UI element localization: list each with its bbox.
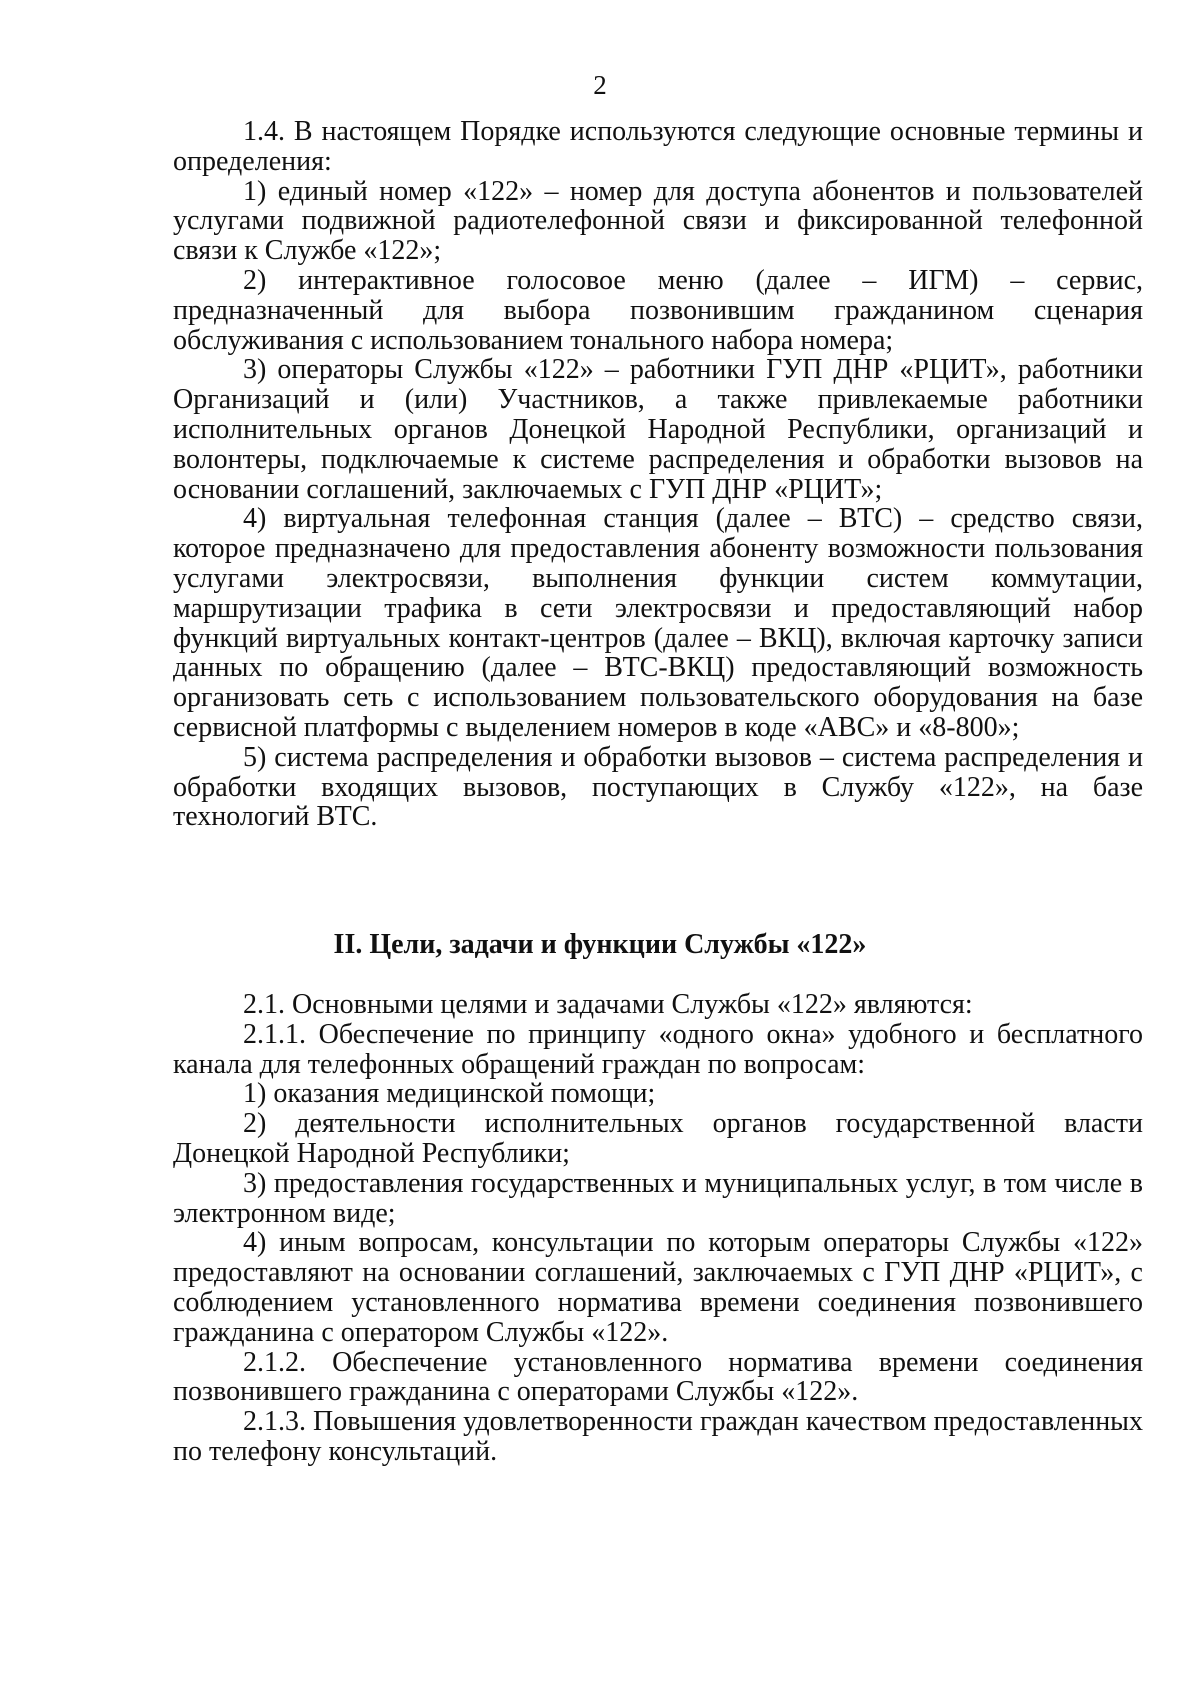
paragraph-2-1-2: 2.1.2. Обеспечение установленного норматива времени соединения позвонившего гражданина с операторами Службы «122».: [173, 1346, 1143, 1408]
paragraph-2-1: 2.1. Основными целями и задачами Службы «122» являются:: [243, 989, 973, 1020]
list-item-medical: 1) оказания медицинской помощи;: [243, 1078, 656, 1110]
term-5-call-system: 5) система распределения и обработки вызовов – система распределения и обработки входящих вызовов, поступающих в Службу «122», на базе технологий ВТС.: [173, 741, 1143, 833]
list-item-government: 2) деятельности исполнительных органов государственной власти Донецкой Народной Республики;: [173, 1108, 1143, 1169]
section-heading: II. Цели, задачи и функции Службы «122»: [333, 929, 867, 960]
list-item-other: 4) иным вопросам, консультации по которым операторы Службы «122» предоставляют на основании соглашений, заключаемых с ГУП ДНР «РЦИТ», с соблюдением установленного норматива времени соединения позвонившего гражданина с оператором Службы «122».: [173, 1227, 1143, 1348]
goals-section: [173, 990, 1143, 1467]
terms-section: [173, 117, 1143, 832]
term-3-operators: 3) операторы Службы «122» – работники ГУП ДНР «РЦИТ», работники Организаций и (или) Участников, а также привлекаемые работники исполнительных органов Донецкой Народной Республики, организаций и волонтеры, подключаемые к системе распределения и обработки вызовов на основании соглашений, заключаемых с ГУП ДНР «РЦИТ»;: [173, 354, 1143, 505]
paragraph-2-1-3: 2.1.3. Повышения удовлетворенности граждан качеством предоставленных по телефону консультаций.: [173, 1406, 1143, 1467]
paragraph-2-1-1: 2.1.1. Обеспечение по принципу «одного окна» удобного и бесплатного канала для телефонных обращений граждан по вопросам:: [173, 1018, 1143, 1080]
term-2-ivr: 2) интерактивное голосовое меню (далее – ИГМ) – сервис, предназначенный для выбора позвонившим гражданином сценария обслуживания с использованием тонального набора номера;: [173, 264, 1143, 356]
list-item-services: 3) предоставления государственных и муниципальных услуг, в том числе в электронном виде;: [173, 1167, 1143, 1229]
term-4-vts: 4) виртуальная телефонная станция (далее – ВТС) – средство связи, которое предназначено для предоставления абоненту возможности пользования услугами электросвязи, выполнения функции систем коммутации, маршрутизации трафика в сети электросвязи и предоставляющий набор функций виртуальных контакт-центров (далее – ВКЦ), включая карточку записи данных по обращению (далее – ВТС-ВКЦ) предоставляющий возможность организовать сеть с использованием пользовательского оборудования на базе сервисной платформы с выделением номеров в коде «АВС» и «8-800»;: [173, 503, 1143, 743]
term-1-single-number: 1) единый номер «122» – номер для доступа абонентов и пользователей услугами подвижной радиотелефонной связи и фиксированной телефонной связи к Службе «122»;: [173, 175, 1143, 267]
paragraph-1-4: 1.4. В настоящем Порядке используются следующие основные термины и определения:: [173, 116, 1143, 177]
page-number: 2: [593, 70, 607, 100]
